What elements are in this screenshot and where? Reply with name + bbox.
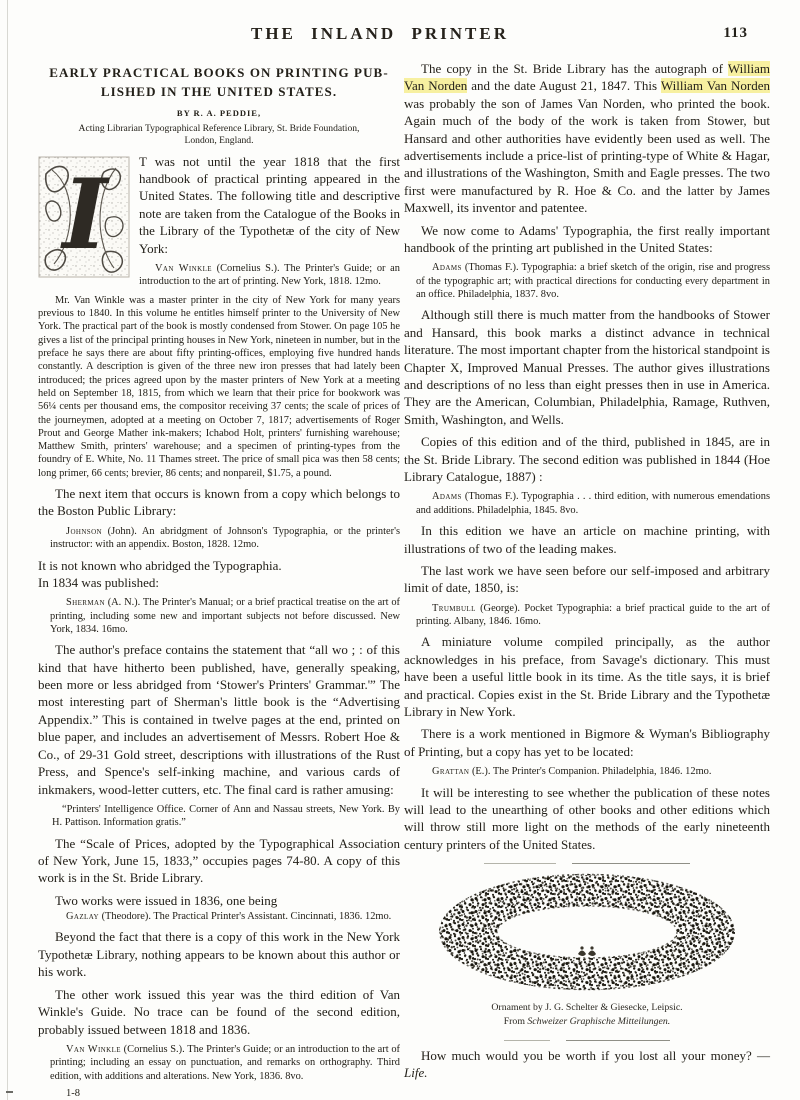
citation-author: Adams <box>432 491 462 503</box>
paragraph-scale-of-prices: The “Scale of Prices, adopted by the Typographical Association of New York, June 15, 1833,” occupies pages 74-80. A copy of this work is in the St. Bride Library. <box>38 835 400 886</box>
joke-text: How much would you be worth if you lost all your money? — <box>421 1047 770 1063</box>
paragraph-st-bride-copy <box>404 60 770 217</box>
paragraph-not-known: It is not known who abridged the Typographia. <box>38 557 282 573</box>
paragraph-beyond-fact: Beyond the fact that there is a copy of this work in the New York Typothetæ Library, nothing appears to be known about this author or his work. <box>38 929 400 980</box>
note-van-winkle: Mr. Van Winkle was a master printer in the city of New York for many years previous to 1840. In this volume he entitles himself printer to the University of New York. The practical part of the book is mostly condensed from Stower. On page 105 he gives a list of the principal printing houses in New York, nineteen in number, but in the preface he says there are about fifty printing-offices, employing five hundred hands constantly. A description is given of the three new iron presses that had lately been introduced; the prices agreed upon by the master printers of New York at a meeting held on September 18, 1815, from which we learn that their price for bookwork was 56¼ cents per thousand ems, the compositor receiving 37 cents; the scale of prices of the journeymen, adopted at a meeting on October 7, 1817; advertisements of Roger Prout and George Mather ink-makers; Ichabod Holt, printers' furnishing warehouse; Matthew Smith, printers' warehouse; and a specimen of printing-types from the foundry of E. White, No. 11 Thames street. The price of small pica was then 58 cents; long primer, 66 cents; brevier, 86 cents; and nonpareil, $1.75, a pound. <box>38 294 400 479</box>
citation-johnson-1828 <box>38 525 400 552</box>
byline: BY R. A. PEDDIE, <box>176 107 262 118</box>
paragraph-miniature-volume: A miniature volume compiled principally, as the author acknowledges in his preface, from Savage's dictionary. This must have been a useful little book in its time. As the title says, it is brief and practical. Copies exist in the St. Bride Library and the Typothetæ Library in New York. <box>404 634 770 719</box>
left-column <box>38 60 400 1099</box>
article-title-line1: EARLY PRACTICAL BOOKS ON PRINTING PUB- <box>49 65 389 80</box>
paragraph-other-work: The other work issued this year was the third edition of Van Winkle's Guide. No trace can be found of the second edition, probably issued between 1818 and 1836. <box>38 986 400 1037</box>
citation-van-winkle-1836 <box>38 1043 400 1083</box>
citation-author: Van Winkle <box>66 1043 121 1055</box>
paragraph-bigmore-wyman: There is a work mentioned in Bigmore & Wyman's Bibliography of Printing, but a copy has yet to be located: <box>404 726 770 759</box>
text-run: The copy in the St. Bride Library has the autograph of <box>421 61 728 76</box>
citation-text: (John). An abridgment of Johnson's Typographia, or the printer's instructor: with an appendix. Boston, 1828. 12mo. <box>50 525 400 551</box>
ornate-initial-i-image <box>38 156 130 278</box>
paragraph-adams-typographia: We now come to Adams' Typographia, the first really important handbook of the printing art published in the United States: <box>404 222 770 256</box>
paragraph-two-works: Two works were issued in 1836, one being <box>55 892 278 908</box>
citation-text: (Thomas F.). Typographia . . . third edition, with numerous emendations and additions. Philadelphia, 1845. 8vo. <box>416 491 770 516</box>
publication-title: THE INLAND PRINTER <box>251 24 509 43</box>
paragraph-next-item: The next item that occurs is known from a copy which belongs to the Boston Public Library: <box>38 486 400 519</box>
caption-from: From <box>503 1016 528 1028</box>
citation-author: Trumbull <box>432 602 476 614</box>
paragraph-machine-printing: In this edition we have an article on machine printing, with illustrations of two of the leading makes. <box>404 523 770 556</box>
paragraph-copies-editions: Copies of this edition and of the third, published in 1845, are in the St. Bride Library. The second edition was published in 1844 (Hoe Library Catalogue, 1887) : <box>404 434 770 485</box>
citation-text: (Theodore). The Practical Printer's Assistant. Cincinnati, 1836. 12mo. <box>98 911 392 923</box>
section-divider <box>404 863 770 864</box>
scan-artifact <box>6 1091 13 1093</box>
citation-intelligence-office: “Printers' Intelligence Office. Corner of Ann and Nassau streets, New York. By H. Pattison. Information gratis.” <box>52 803 400 829</box>
citation-author: Johnson <box>66 525 103 537</box>
citation-text: (George). Pocket Typographia: a brief practical guide to the art of printing. Albany, 1846. 16mo. <box>416 602 770 628</box>
citation-text: (Thomas F.). Typographia: a brief sketch of the origin, rise and progress of the typographic art; with practical directions for conducting every department in an office. Philadelphia, 1837. 8vo. <box>416 262 770 301</box>
scan-edge-line <box>7 0 8 1100</box>
citation-author: Van Winkle <box>155 263 212 275</box>
author-affiliation <box>38 123 400 148</box>
paragraph-in-1834: In 1834 was published: <box>38 574 159 590</box>
article-title <box>38 64 400 102</box>
caption-line1: Ornament by J. G. Schelter & Giesecke, Leipsic. <box>491 1002 683 1014</box>
affiliation-line2: London, England. <box>184 135 254 147</box>
highlighted-text: William Van Norden <box>404 61 770 94</box>
citation-text: (Cornelius S.). The Printer's Guide; or an introduction to the art of printing. New York, 1818. 12mo. <box>139 263 400 288</box>
citation-grattan-1846 <box>404 765 770 778</box>
ornament-caption <box>404 1001 770 1029</box>
citation-adams-1845 <box>404 490 770 517</box>
highlighted-text: William Van Norden <box>660 78 770 94</box>
intro-paragraph: T was not until the year 1818 that the first handbook of practical printing appeared in the United States. The following title and descriptive note are taken from the Catalogue of the Books in the Library of the Typothetæ of the city of New York: <box>139 153 400 256</box>
page-header <box>0 24 800 50</box>
citation-sherman-1834 <box>38 596 400 636</box>
citation-author: Gazlay <box>66 911 99 923</box>
svg-text:I: I <box>62 157 108 271</box>
paragraph-last-work: The last work we have seen before our self-imposed and arbitrary limit of date, 1850, is: <box>404 562 770 596</box>
wreath-ornament-image <box>435 870 739 996</box>
citation-author: Sherman <box>66 597 105 609</box>
ornament-figure <box>404 870 770 1029</box>
citation-author: Grattan <box>432 766 470 778</box>
right-column <box>404 60 770 1082</box>
paragraph-preface: The author's preface contains the statement that “all wo ; : of this kind that have hitherto been published, have, generally speaking, been more or less abridged from ‘Stower's Printers' Grammar.'” The most interesting part of Sherman's little book is the “Advertising Appendix.” This is contained in twelve pages at the end, printed on blue paper, and includes an advertisement of Messrs. Robert Hoe & Co., of 29-31 Gold street, descriptions with illustrations of the Rust Press, and Spence's self-inking machine, and various cards of inkmakers, wood-letter cutters, etc. The final card is rather amusing: <box>38 642 400 797</box>
citation-trumbull-1846 <box>404 602 770 629</box>
citation-adams-1837 <box>404 261 770 301</box>
section-divider <box>404 1040 770 1041</box>
text-run: was probably the son of James Van Norden, who printed the book. Again much of the body of the work is taken from Stower, but Hansard and other authorities have evidently been used as well. The advertisements include a price-list of printing-type of White & Hagar, and illustrations of the Washington, Smith and Eagle presses. The two first were manufactured by R. Hoe & Co. and the latter by James Maxwell, its inventor and patentee. <box>404 95 770 216</box>
paragraph-conclusion: It will be interesting to see whether the publication of these notes will lead to the unearthing of other books and other editions which will throw still more light on the methods of the early nineteenth century printers of the United States. <box>404 784 770 852</box>
citation-text: (Cornelius S.). The Printer's Guide; or an introduction to the art of printing; including an essay on punctuation, and remarks on orthography. Third edition, with additions and alterations. New York, 1836. 8vo. <box>50 1043 400 1082</box>
affiliation-line1: Acting Librarian Typographical Reference Library, St. Bride Foundation, <box>78 122 360 134</box>
text-run: and the date August 21, 1847. This <box>467 78 661 94</box>
page-number: 113 <box>723 25 748 41</box>
article-title-line2: LISHED IN THE UNITED STATES. <box>100 83 338 99</box>
filler-joke <box>404 1047 770 1082</box>
paragraph-distinct-advance: Although still there is much matter from the handbooks of Stower and Hansard, this book marks a distinct advance in technical literature. The most important chapter from the historical standpoint is Chapter X, Improved Manual Presses. The author gives illustrations and descriptions of no less than eight presses then in use in America. They are the American, Columbian, Philadelphia, Ramage, Ruthven, Smith, Washington, and Wells. <box>404 307 770 427</box>
citation-text: (A. N.). The Printer's Manual; or a brief practical treatise on the art of printing, including some new and important subjects not before discussed. New York, 1834. 16mo. <box>50 597 400 635</box>
citation-gazlay-1836 <box>38 910 400 923</box>
joke-source: Life. <box>404 1064 428 1080</box>
signature-mark: 1-8 <box>66 1087 80 1099</box>
caption-source-title: Schweizer Graphische Mitteilungen. <box>527 1016 671 1028</box>
decorative-initial <box>38 156 130 278</box>
citation-text: (E.). The Printer's Companion. Philadelphia, 1846. 12mo. <box>469 766 712 778</box>
citation-author: Adams <box>432 262 462 274</box>
